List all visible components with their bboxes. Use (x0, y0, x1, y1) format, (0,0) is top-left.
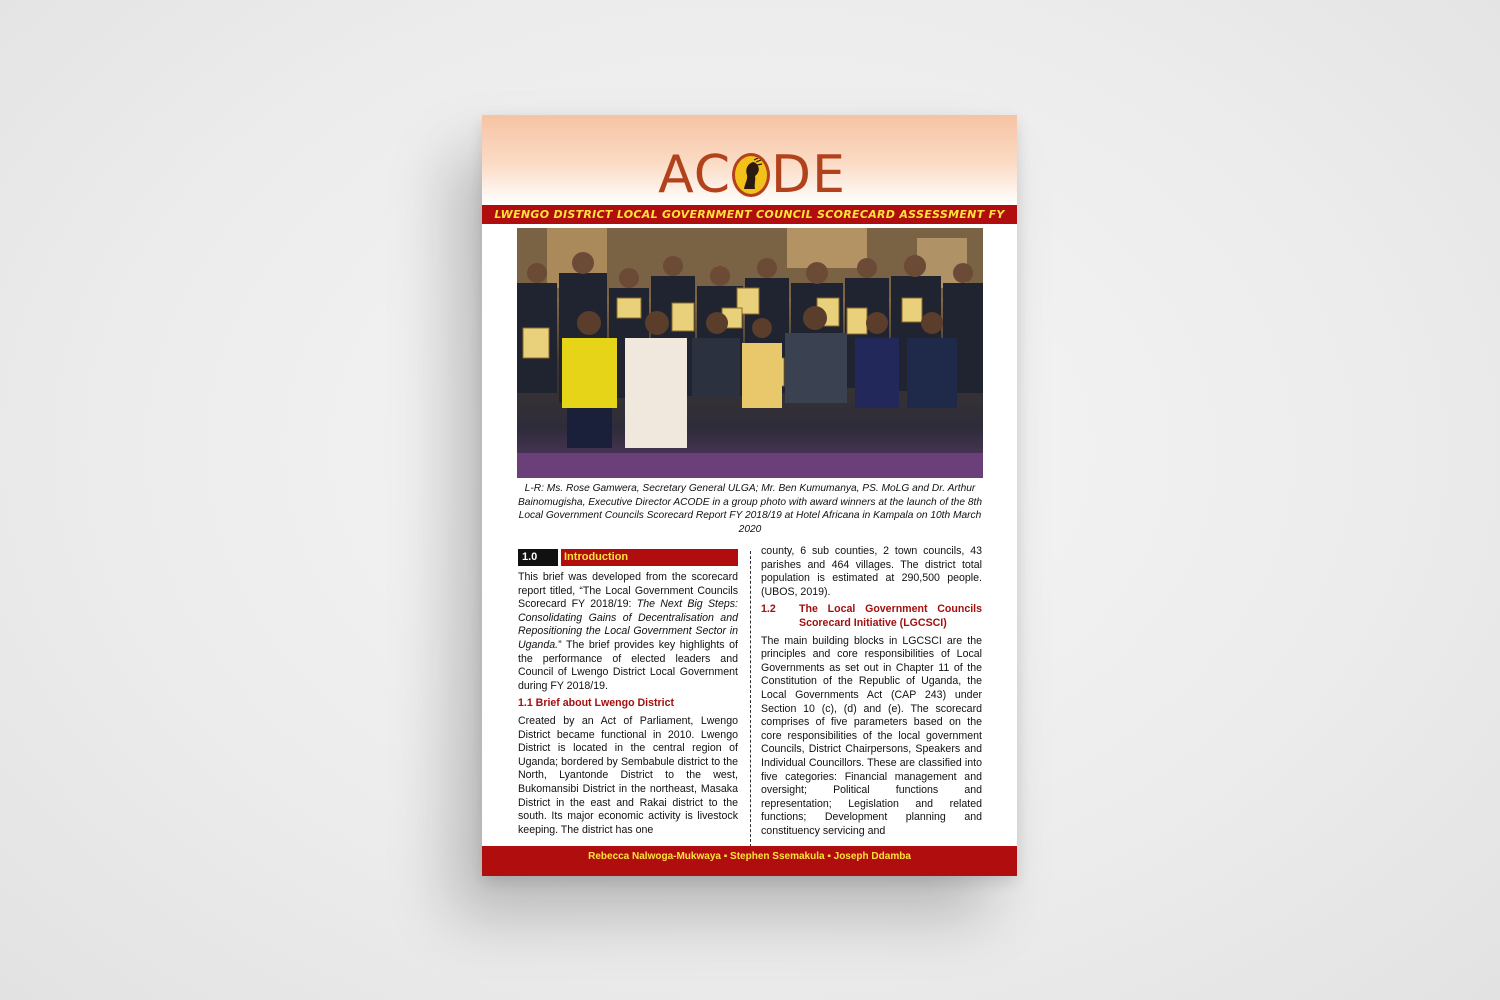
document-title-bar: LWENGO DISTRICT LOCAL GOVERNMENT COUNCIL SCORECARD ASSESSMENT FY (482, 205, 1017, 224)
document-page (482, 115, 1017, 876)
group-photo (517, 228, 983, 478)
separator: ▪ (827, 851, 831, 862)
subsection-title-lwengo: 1.1 Brief about Lwengo District (518, 697, 674, 710)
intro-text-end: ” The brief provides key highlights of the performance of elected leaders and Council of Lwengo District Local Government during FY 2018/19. (518, 638, 738, 692)
lgcsci-paragraph: The main building blocks in LGCSCI are the principles and core responsibilities of Local Governments as set out in Chapter 11 of the Constitution of the Republic of Uganda, the Local Governments Act (CAP 243) under Section 10 (c), (d) and (e). The scorecard comprises of five parameters based on the core responsibilities of the local government Councils, District Chairpersons, Speakers and Individual Councillors. These are classified into five categories: Financial management and oversight; Political functions and representation; Legislation and related functions; Development planning and constituency servicing and (761, 634, 982, 837)
continued-paragraph: county, 6 sub counties, 2 town councils, 43 parishes and 464 villages. The district total population is estimated at 290,500 people. (UBOS, 2019). (761, 545, 982, 598)
lwengo-paragraph: Created by an Act of Parliament, Lwengo District became functional in 2010. Lwengo District is located in the central region of Uganda; bordered by Sembabule district to the North, Lyantonde District to the west, Bukomansibi District in the northeast, Masaka District in the east and Rakai district to the south. Its major economic activity is livestock keeping. The district has one (518, 714, 738, 836)
section-title: Introduction (561, 549, 738, 566)
logo-text-left: AC (658, 145, 732, 205)
intro-report-title: The Next Big Steps: Consolidating Gains of Decentralisation and Repositioning the Local Government Sector in Uganda. (518, 598, 738, 651)
intro-text-start: This brief was developed from the scorecard report titled, “The Local Government Councils Scorecard FY 2018/19: (518, 571, 738, 611)
subsection-number: 1.2 (761, 603, 776, 616)
author-name: Stephen Ssemakula (730, 851, 825, 862)
subsection-header-lgcsci (761, 603, 982, 630)
subsection-title-lgcsci: The Local Government Councils Scorecard Initiative (LGCSCI) (799, 603, 982, 629)
separator: ▪ (723, 851, 728, 862)
right-column (761, 545, 982, 842)
logo-emblem-icon (732, 153, 770, 197)
section-header-introduction (518, 549, 738, 566)
authors-footer (482, 846, 1017, 876)
section-number: 1.0 (518, 549, 558, 566)
photo-caption: L-R: Ms. Rose Gamwera, Secretary General ULGA; Mr. Ben Kumumanya, PS. MoLG and Dr. Arthur Bainomugisha, Executive Director ACODE in a group photo with award winners at the launch of the 8th Local Government Councils Scorecard Report FY 2018/19 at Hotel Africana in Kampala on 10th March 2020 (518, 483, 982, 535)
author-name: Joseph Ddamba (833, 851, 911, 862)
acode-logo (658, 141, 846, 205)
author-name: Rebecca Nalwoga-Mukwaya (588, 851, 721, 862)
intro-paragraph (518, 571, 738, 693)
logo-text-right: DE (771, 145, 846, 205)
left-column (518, 549, 738, 841)
column-divider (750, 551, 751, 847)
